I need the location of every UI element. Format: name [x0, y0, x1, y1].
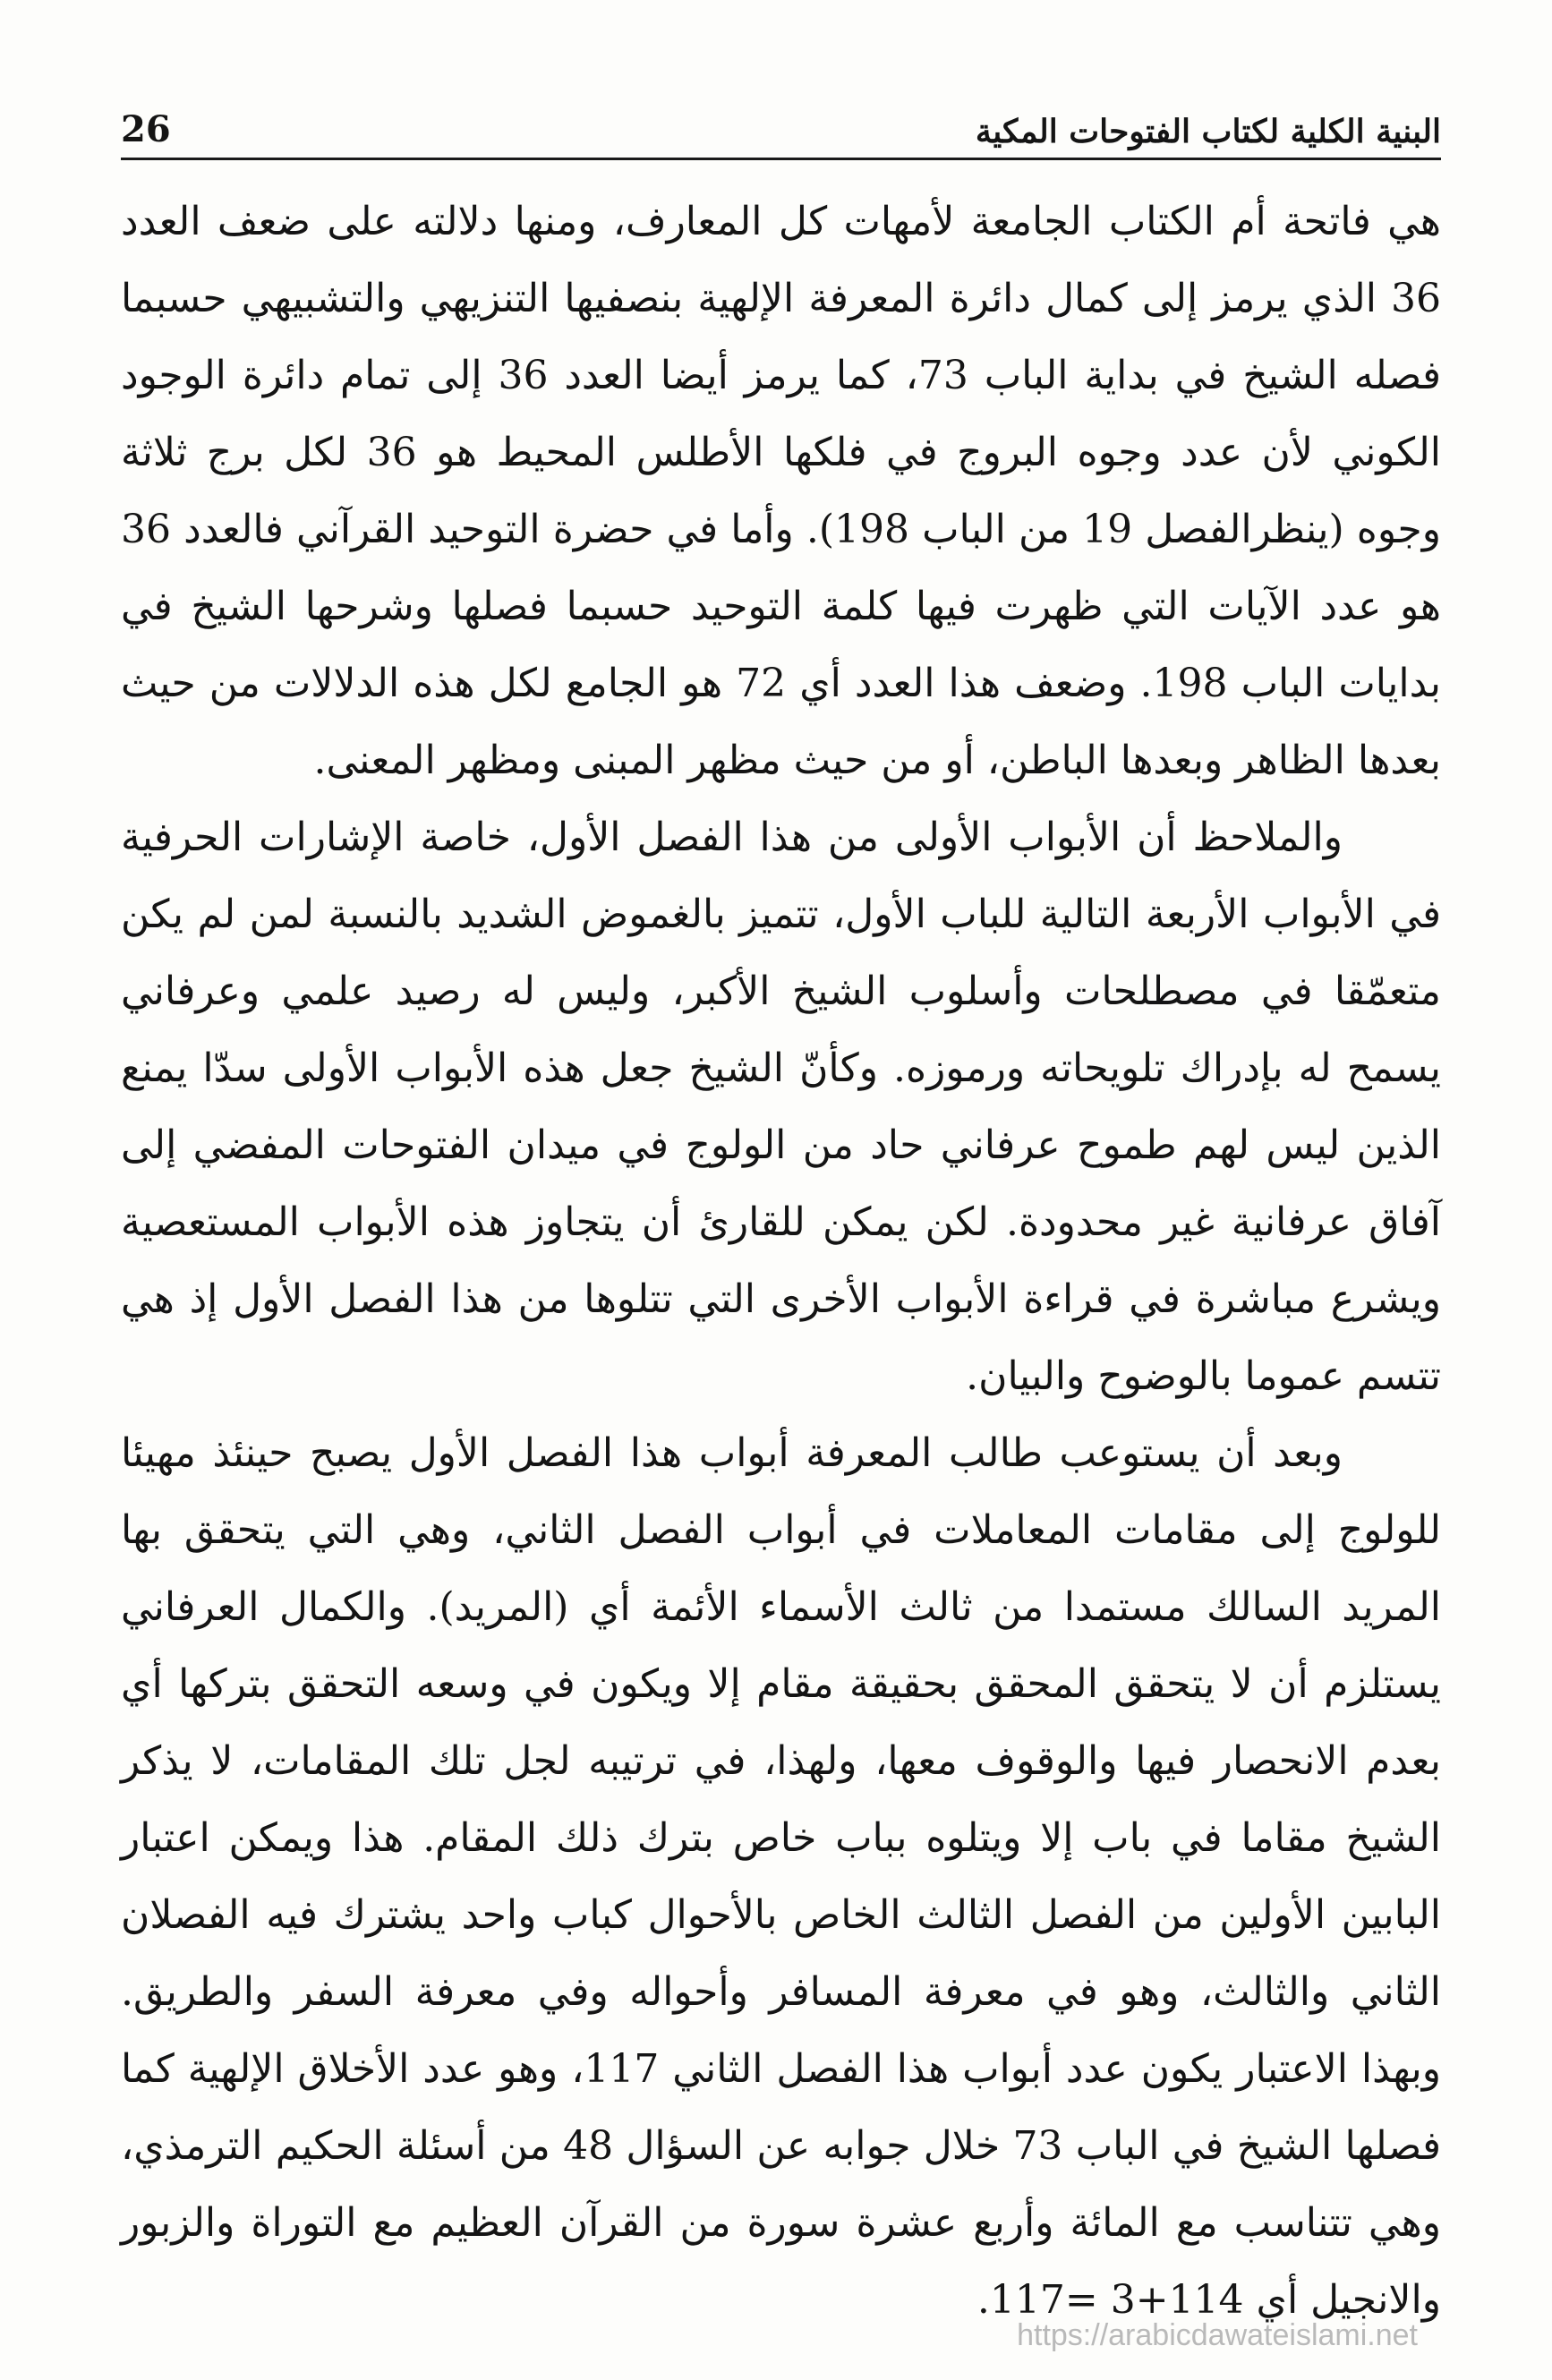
- paragraph-3: وبعد أن يستوعب طالب المعرفة أبواب هذا الفصل الأول يصبح حينئذ مهيئا للولوج إلى مقامات المعاملات في أبواب الفصل الثاني، وهي التي يتحقق بها المريد السالك مستمدا من ثالث الأسماء الأئمة أي (المريد). والكمال العرفاني يستلزم أن لا يتحقق المحقق بحقيقة مقام إلا ويكون في وسعه التحقق بتركها أي بعدم الانحصار فيها والوقوف معها، ولهذا، في ترتيبه لجل تلك المقامات، لا يذكر الشيخ مقاما في باب إلا ويتلوه بباب خاص بترك ذلك المقام. هذا ويمكن اعتبار البابين الأولين من الفصل الثالث الخاص بالأحوال كباب واحد يشترك فيه الفصلان الثاني والثالث، وهو في معرفة المسافر وأحواله وفي معرفة السفر والطريق. وبهذا الاعتبار يكون عدد أبواب هذا الفصل الثاني 117، وهو عدد الأخلاق الإلهية كما فصلها الشيخ في الباب 73 خلال جوابه عن السؤال 48 من أسئلة الحكيم الترمذي، وهي تتناسب مع المائة وأربع عشرة سورة من القرآن العظيم مع التوراة والزبور والانجيل أي 114+3 =117.: [121, 1430, 1441, 2323]
- header-divider: [121, 158, 1441, 160]
- paragraph-1: هي فاتحة أم الكتاب الجامعة لأمهات كل المعارف، ومنها دلالته على ضعف العدد 36 الذي يرمز إلى كمال دائرة المعرفة الإلهية بنصفيها التنزيهي والتشبيهي حسبما فصله الشيخ في بداية الباب 73، كما يرمز أيضا العدد 36 إلى تمام دائرة الوجود الكوني لأن عدد وجوه البروج في فلكها الأطلس المحيط هو 36 لكل برج ثلاثة وجوه (ينظرالفصل 19 من الباب 198). وأما في حضرة التوحيد القرآني فالعدد 36 هو عدد الآيات التي ظهرت فيها كلمة التوحيد حسبما فصلها وشرحها الشيخ في بدايات الباب 198. وضعف هذا العدد أي 72 هو الجامع لكل هذه الدلالات من حيث بعدها الظاهر وبعدها الباطن، أو من حيث مظهر المبنى ومظهر المعنى.: [121, 199, 1442, 783]
- page-number: 26: [121, 108, 171, 150]
- watermark-url: https://arabicdawateislami.net: [1017, 2318, 1418, 2352]
- running-title: البنية الكلية لكتاب الفتوحات المكية: [975, 113, 1441, 150]
- body-text: [121, 183, 1441, 2339]
- page-header: [121, 97, 1441, 150]
- paragraph-2: والملاحظ أن الأبواب الأولى من هذا الفصل الأول، خاصة الإشارات الحرفية في الأبواب الأربعة التالية للباب الأول، تتميز بالغموض الشديد بالنسبة لمن لم يكن متعمّقا في مصطلحات وأسلوب الشيخ الأكبر، وليس له رصيد علمي وعرفاني يسمح له بإدراك تلويحاته ورموزه. وكأنّ الشيخ جعل هذه الأبواب الأولى سدّا يمنع الذين ليس لهم طموح عرفاني حاد من الولوج في ميدان الفتوحات المفضي إلى آفاق عرفانية غير محدودة. لكن يمكن للقارئ أن يتجاوز هذه الأبواب المستعصية ويشرع مباشرة في قراءة الأبواب الأخرى التي تتلوها من هذا الفصل الأول إذ هي تتسم عموما بالوضوح والبيان.: [121, 815, 1441, 1399]
